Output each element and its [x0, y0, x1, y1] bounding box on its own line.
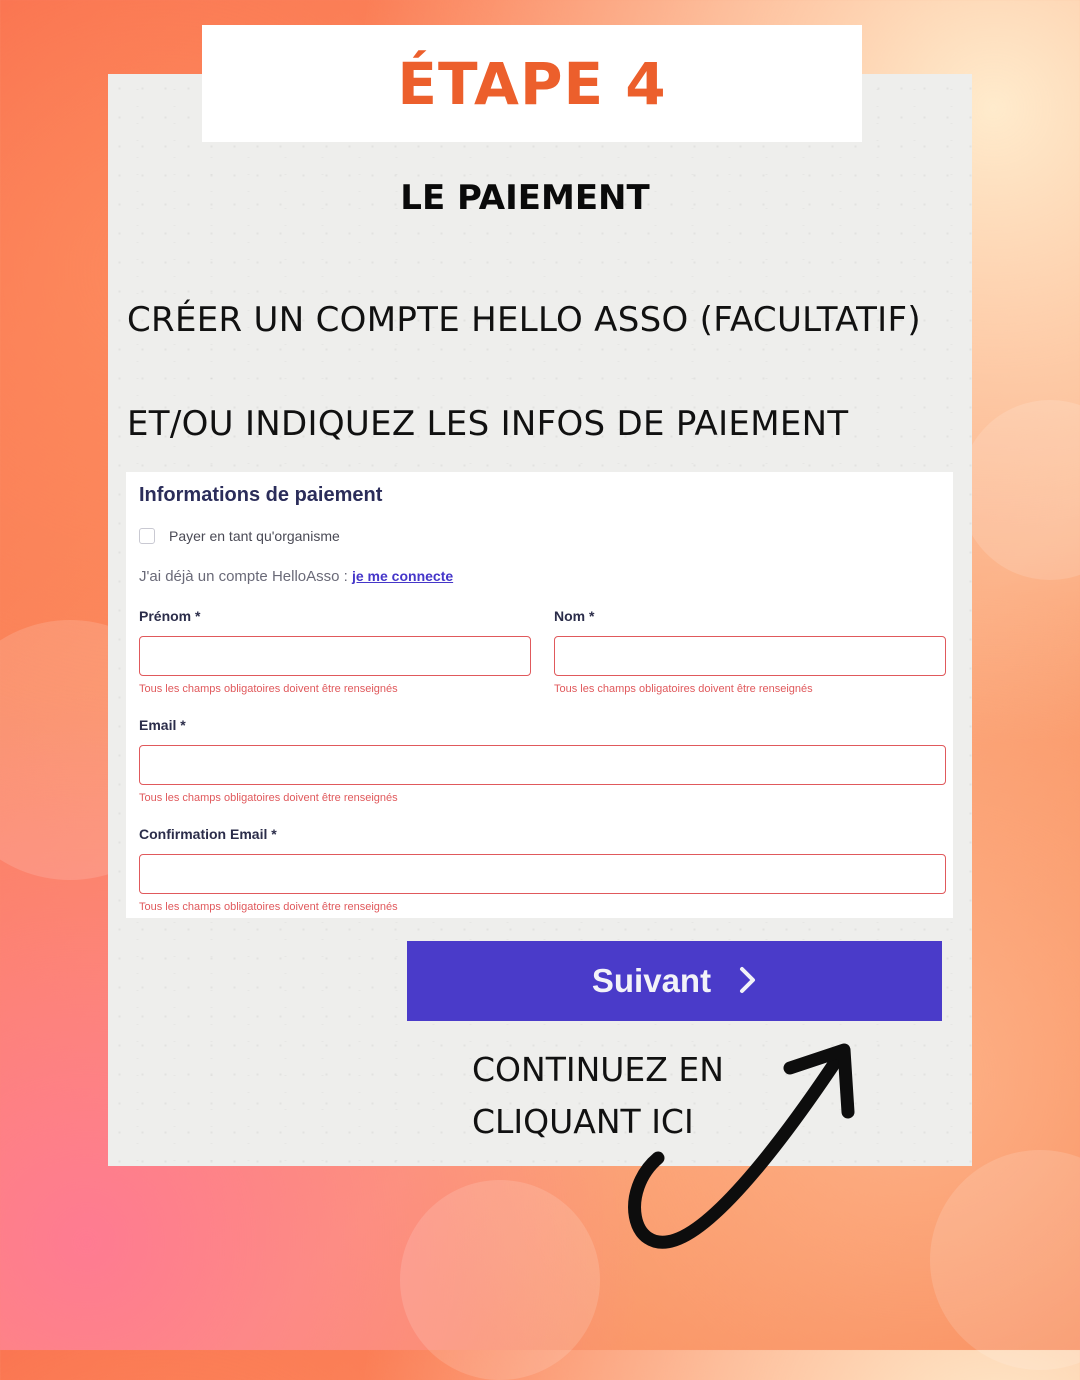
callout-line-2: CLIQUANT ICI [472, 1102, 694, 1141]
lastname-input[interactable] [554, 636, 946, 676]
firstname-label: Prénom * [139, 608, 201, 624]
firstname-input[interactable] [139, 636, 531, 676]
payment-form [126, 472, 953, 918]
form-heading: Informations de paiement [139, 484, 383, 506]
instruction-payment-info: ET/OU INDIQUEZ LES INFOS DE PAIEMENT [127, 404, 849, 444]
step-title: ÉTAPE 4 [397, 49, 667, 118]
email-input[interactable] [139, 745, 946, 785]
org-checkbox-label: Payer en tant qu'organisme [169, 528, 340, 544]
background-bokeh [960, 400, 1080, 580]
chevron-right-icon [739, 966, 757, 997]
org-checkbox-row[interactable] [139, 528, 340, 544]
background-bokeh [930, 1150, 1080, 1370]
firstname-error: Tous les champs obligatoires doivent être renseignés [139, 683, 398, 695]
org-checkbox[interactable] [139, 528, 155, 544]
callout-line-1: CONTINUEZ EN [472, 1050, 724, 1089]
background-bokeh [400, 1180, 600, 1380]
lastname-label: Nom * [554, 608, 595, 624]
account-login-row [139, 568, 453, 585]
email-error: Tous les champs obligatoires doivent être renseignés [139, 792, 398, 804]
email-label: Email * [139, 717, 186, 733]
account-prompt: J'ai déjà un compte HelloAsso : [139, 568, 352, 585]
section-subtitle: LE PAIEMENT [400, 178, 650, 218]
curved-arrow-icon [620, 1030, 870, 1260]
next-button[interactable] [407, 941, 942, 1021]
lastname-error: Tous les champs obligatoires doivent être renseignés [554, 683, 813, 695]
next-button-label: Suivant [591, 962, 712, 999]
step-banner [202, 25, 862, 142]
login-link[interactable]: je me connecte [351, 568, 454, 584]
email-confirm-label: Confirmation Email * [139, 826, 277, 842]
email-confirm-input[interactable] [139, 854, 946, 894]
email-confirm-error: Tous les champs obligatoires doivent être renseignés [139, 901, 398, 913]
instruction-create-account: CRÉER UN COMPTE HELLO ASSO (FACULTATIF) [127, 300, 921, 340]
